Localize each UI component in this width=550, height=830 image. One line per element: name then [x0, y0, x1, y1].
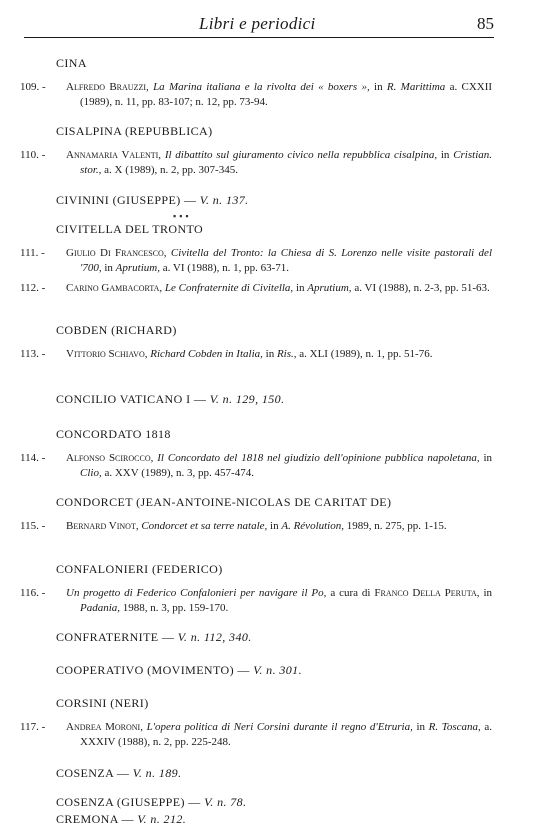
entry-in: in [483, 452, 493, 464]
entry-in: in [104, 262, 113, 274]
entry-journal: Aprutium, [115, 262, 160, 274]
entry-journal: Ris., [276, 348, 297, 360]
entry-title: Condorcet et sa terre natale, [141, 520, 268, 532]
heading-concordato: CONCORDATO 1818 [56, 427, 171, 441]
entry-details: a. XXV (1989), n. 3, pp. 457-474. [104, 467, 254, 479]
page-header [24, 14, 494, 36]
heading-text: CREMONA — [56, 812, 134, 826]
entry-details: a. CXXII (1989), n. 11, pp. 83-107; n. 12, pp. 73-94. [80, 81, 493, 108]
entry-in: in [440, 149, 450, 161]
entry-number: 114. - [20, 452, 46, 464]
entry-journal: Cristian. stor., [80, 149, 493, 176]
entry-journal: Aprutium, [307, 282, 352, 294]
heading-confraternite [56, 630, 252, 645]
heading-text: COSENZA — [56, 766, 130, 780]
entry-details: a. VI (1988), n. 2-3, pp. 51-63. [354, 282, 490, 294]
heading-text: CONFRATERNITE — [56, 630, 175, 644]
cross-reference: V. n. 301. [253, 663, 302, 677]
heading-text: COOPERATIVO (MOVIMENTO) — [56, 663, 250, 677]
entry-number: 116. - [20, 587, 46, 599]
entry-112 [20, 281, 492, 296]
entry-number: 109. - [20, 81, 46, 93]
entry-110 [20, 148, 492, 178]
entry-author: Andrea Moroni, [66, 721, 143, 733]
heading-confalonieri: CONFALONIERI (FEDERICO) [56, 562, 223, 576]
entry-109 [20, 80, 492, 110]
entry-116 [20, 586, 492, 616]
heading-cosenza [56, 766, 181, 781]
entry-113 [20, 347, 492, 362]
entry-title: Civitella del Tronto: la Chiesa di S. Lorenzo nelle visite pastorali del '700, [80, 247, 492, 274]
heading-concilio [56, 392, 285, 407]
cross-reference: V. n. 212. [137, 812, 187, 826]
entry-title: Il Concordato del 1818 nel giudizio dell'opinione pubblica napoletana, [157, 452, 480, 464]
heading-corsini: CORSINI (NERI) [56, 696, 149, 710]
heading-cremona [56, 812, 186, 827]
heading-text: CIVININI (GIUSEPPE) — [56, 193, 197, 207]
entry-author: Vittorio Schiavo, [66, 348, 148, 360]
heading-cina: CINA [56, 56, 87, 70]
entry-author: Annamaria Valenti, [66, 149, 162, 161]
entry-in: in [270, 520, 279, 532]
entry-number: 113. - [20, 348, 46, 360]
heading-cobden: COBDEN (RICHARD) [56, 323, 177, 337]
cross-reference: V. n. 112, 340. [177, 630, 252, 644]
entry-number: 117. - [20, 721, 46, 733]
cross-reference: V. n. 129, 150. [209, 392, 285, 406]
ink-smudge: ▪▪▪ [173, 211, 192, 221]
entry-journal: R. Marittima [386, 81, 446, 93]
entry-journal: Clio, [80, 467, 102, 479]
entry-in: in [295, 282, 305, 294]
entry-details: a. VI (1988), n. 1, pp. 63-71. [162, 262, 290, 274]
entry-in: in [374, 81, 383, 93]
entry-title: Le Confraternite di Civitella, [164, 282, 294, 294]
heading-cooperativo [56, 663, 302, 678]
entry-journal: A. Révolution, [281, 520, 344, 532]
cross-reference: V. n. 189. [132, 766, 182, 780]
heading-civitella: CIVITELLA DEL TRONTO [56, 222, 204, 236]
entry-author: Bernard Vinot, [66, 520, 139, 532]
running-head: Libri e periodici [199, 14, 316, 33]
entry-title: L'opera politica di Neri Corsini durante il regno d'Etruria, [146, 721, 413, 733]
entry-title: Il dibattito sul giuramento civico nella repubblica cisalpina, [164, 149, 438, 161]
cross-reference: V. n. 137. [199, 193, 249, 207]
entry-number: 110. - [20, 149, 46, 161]
entry-number: 112. - [20, 282, 46, 294]
entry-author: Carino Gambacorta, [66, 282, 163, 294]
header-rule [24, 37, 494, 38]
entry-in: in [483, 587, 493, 599]
heading-text: COSENZA (GIUSEPPE) — [56, 795, 201, 809]
entry-title: Un progetto di Federico Confalonieri per navigare il Po, [66, 587, 327, 599]
entry-number: 111. - [20, 247, 45, 259]
entry-details: a. X (1989), n. 2, pp. 307-345. [104, 164, 238, 176]
entry-author: Giulio Di Francesco, [66, 247, 167, 259]
entry-details: 1989, n. 275, pp. 1-15. [346, 520, 447, 532]
heading-text: CONCILIO VATICANO I — [56, 392, 207, 406]
heading-condorcet: CONDORCET (JEAN-ANTOINE-NICOLAS DE CARITAT DE) [56, 495, 392, 509]
entry-author: Alfredo Brauzzi, [66, 81, 149, 93]
heading-cosenza-giuseppe [56, 795, 246, 810]
entry-117 [20, 720, 492, 750]
cross-reference: V. n. 78. [204, 795, 247, 809]
entry-111 [20, 246, 492, 276]
entry-details: 1988, n. 3, pp. 159-170. [122, 602, 229, 614]
entry-number: 115. - [20, 520, 46, 532]
entry-title: Richard Cobden in Italia, [150, 348, 263, 360]
entry-title: La Marina italiana e la rivolta dei « boxers », [153, 81, 370, 93]
entry-journal: R. Toscana, [428, 721, 481, 733]
entry-114 [20, 451, 492, 481]
entry-author: Franco Della Peruta, [374, 587, 480, 599]
entry-details: a. XXXIV (1988), n. 2, pp. 225-248. [80, 721, 493, 748]
heading-cisalpina: CISALPINA (REPUBBLICA) [56, 124, 213, 138]
entry-editor-note: a cura di [330, 587, 371, 599]
page-number: 85 [477, 14, 494, 33]
entry-details: a. XLI (1989), n. 1, pp. 51-76. [299, 348, 433, 360]
heading-civinini [56, 193, 249, 208]
entry-journal: Padania, [80, 602, 121, 614]
entry-115 [20, 519, 492, 534]
entry-in: in [265, 348, 275, 360]
entry-author: Alfonso Scirocco, [66, 452, 154, 464]
entry-in: in [416, 721, 426, 733]
